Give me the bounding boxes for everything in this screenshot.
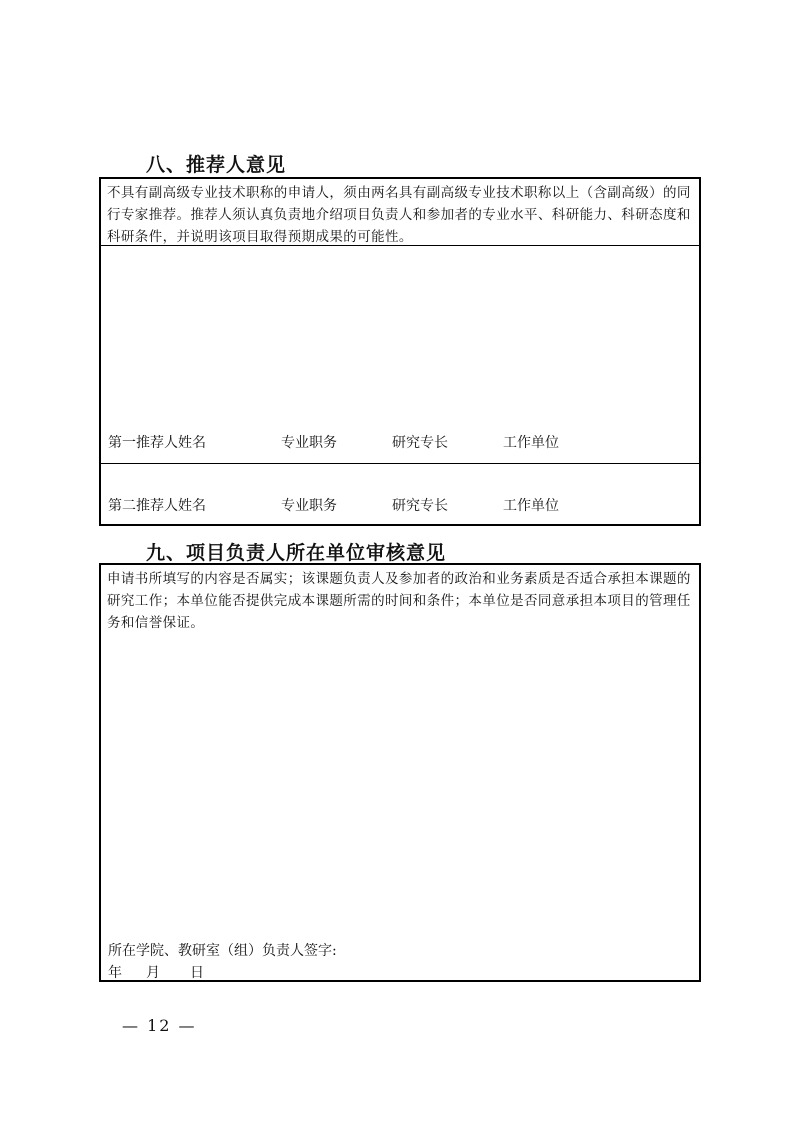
table-divider	[101, 245, 699, 246]
section-8-heading: 八、推荐人意见	[146, 154, 287, 176]
recommender-instructions: 不具有副高级专业技术职称的申请人，须由两名具有副高级专业技术职称以上（含副高级）的同行专家推荐。推荐人须认真负责地介绍项目负责人和参加者的专业水平、科研能力、科研态度和科研条件，并说明该项目取得预期成果的可能性。	[107, 185, 691, 245]
table-divider	[101, 463, 699, 464]
recommender-2-unit-label: 工作单位	[503, 498, 559, 514]
signature-date	[108, 962, 308, 982]
recommender-opinion-table	[99, 177, 701, 526]
section-9-heading: 九、项目负责人所在单位审核意见	[146, 542, 447, 564]
recommender-1-unit-label: 工作单位	[503, 435, 559, 451]
recommender-1-name-label: 第一推荐人姓名	[108, 435, 206, 451]
date-month-label: 月	[146, 965, 160, 981]
recommender-2-name-label: 第二推荐人姓名	[108, 498, 206, 514]
page-number: — 12 —	[122, 1016, 197, 1035]
recommender-2-specialty-label: 研究专长	[392, 498, 448, 514]
date-day-label: 日	[190, 965, 204, 981]
signature-label: 所在学院、教研室（组）负责人签字:	[108, 943, 337, 959]
unit-review-instructions: 申请书所填写的内容是否属实；该课题负责人及参加者的政治和业务素质是否适合承担本课题的研究工作；本单位能否提供完成本课题所需的时间和条件；本单位是否同意承担本项目的管理任务和信誉保证。	[107, 571, 691, 631]
unit-review-table	[99, 563, 701, 982]
recommender-1-title-label: 专业职务	[281, 435, 337, 451]
recommender-2-title-label: 专业职务	[281, 498, 337, 514]
recommender-1-specialty-label: 研究专长	[392, 435, 448, 451]
date-year-label: 年	[108, 965, 122, 981]
